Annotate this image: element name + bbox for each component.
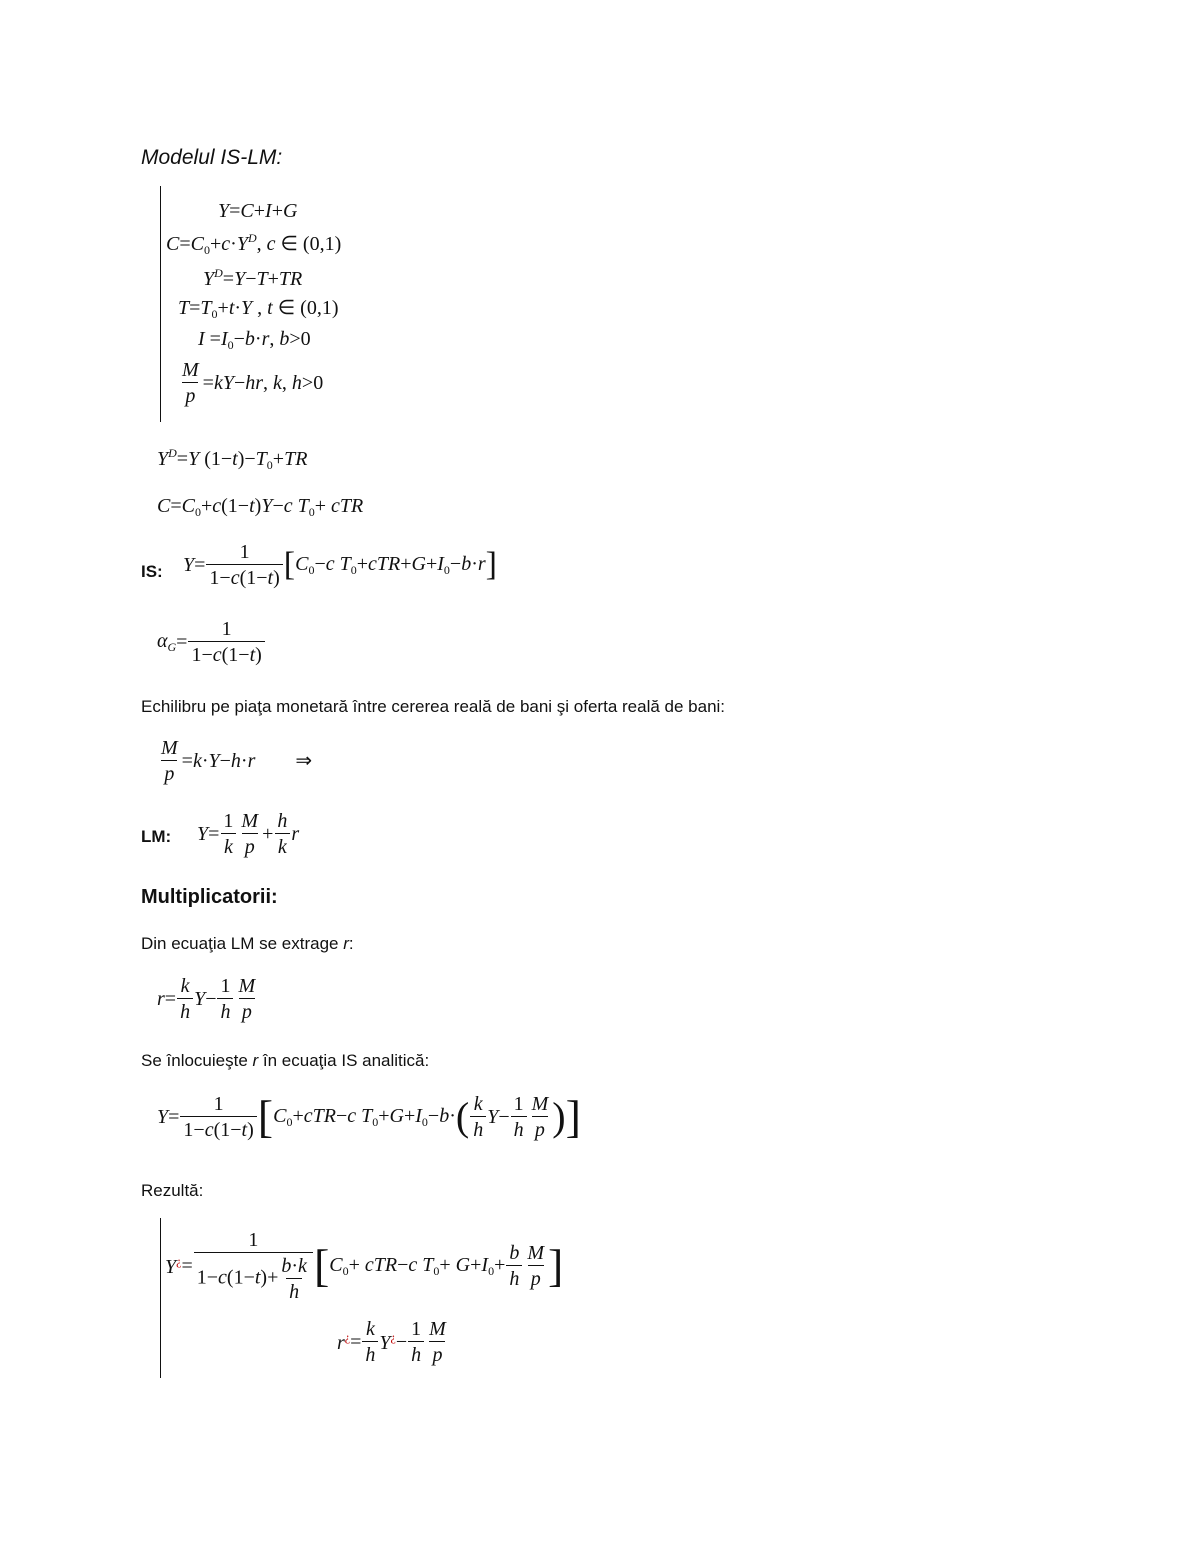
result-r-equation: r¿= $\frac{k}{h}$ Y¿− $\frac{1}{h}$ $\frac{M}{p}$ — [337, 1318, 446, 1366]
is-equation: Y= $\frac{1}{1-c(1-t)}$ [$C_0-c$ $T_0+cTR+G+I_0-b\cdot r$] — [183, 541, 497, 589]
c-equation: $C=C_0+c(1-t)Y-c$ $T_0+$ cTR — [157, 495, 364, 519]
doc-title: Modelul IS-LM: — [141, 146, 283, 169]
extract-var: r — [343, 934, 349, 953]
system-eq-5: $I =I_0-b\cdot r$, b>0 — [198, 328, 311, 352]
alpha-g-equation: $\alpha_G=$ $\frac{1}{1-c(1-t)}$ — [157, 619, 266, 665]
yd-equation: $Y^D=Y$ $(1-t)-T_0+TR$ — [157, 446, 308, 472]
system-eq-1: Y=C+I+G — [218, 200, 298, 222]
money-equation: $\frac{M}{p}$ =k·Y−h·r ⇒ — [161, 737, 313, 785]
system-brace — [160, 186, 161, 422]
system-eq-2: $C=C_0+c\cdot Y^D$, c ∈ (0,1) — [166, 231, 342, 257]
result-y-equation: Y¿= 1 1−c(1−t)+ $\frac{b\cdot k}{h}$ [$C_0+ cTR-c$ $T_0+ G+I_0+$ $\frac{b}{h}$ $\frac{M}{p}$ ] — [165, 1229, 564, 1303]
substituted-equation: Y= $\frac{1}{1-c(1-t)}$ [$C_0+cTR-c$ $T_0+G+I_0-b\cdot$( $\frac{k}{h}$ Y− $\frac{1}{h}$ $\frac{M}{p}$ )] — [157, 1091, 581, 1142]
lm-label: LM: — [141, 827, 172, 846]
replace-var: r — [252, 1051, 259, 1070]
system-eq-3: $Y^D=Y-T+TR$ — [203, 266, 303, 290]
system-eq-4: $T=T_0+t\cdot Y$ , t ∈ (0,1) — [178, 297, 339, 321]
is-label: IS: — [141, 562, 163, 581]
extract-text: Din ecuaţia LM se extrage r: — [141, 934, 354, 953]
money-market-text: Echilibru pe piaţa monetară între cererea reală de bani şi oferta reală de bani: — [141, 697, 726, 716]
replace-text: Se înlocuieşte r în ecuaţia IS analitică: — [141, 1051, 430, 1070]
lm-equation: Y= $\frac{1}{k}$ $\frac{M}{p}$ + $\frac{h}{k}$ r — [197, 810, 300, 858]
result-brace — [160, 1218, 161, 1378]
result-text: Rezultă: — [141, 1181, 204, 1200]
multipliers-heading: Multiplicatorii: — [141, 886, 278, 908]
r-equation: r= $\frac{k}{h}$ Y− $\frac{1}{h}$ $\frac{M}{p}$ — [157, 975, 256, 1023]
system-eq-6: $\frac{M}{p}$ =kY−hr, k, h>0 — [182, 359, 324, 407]
